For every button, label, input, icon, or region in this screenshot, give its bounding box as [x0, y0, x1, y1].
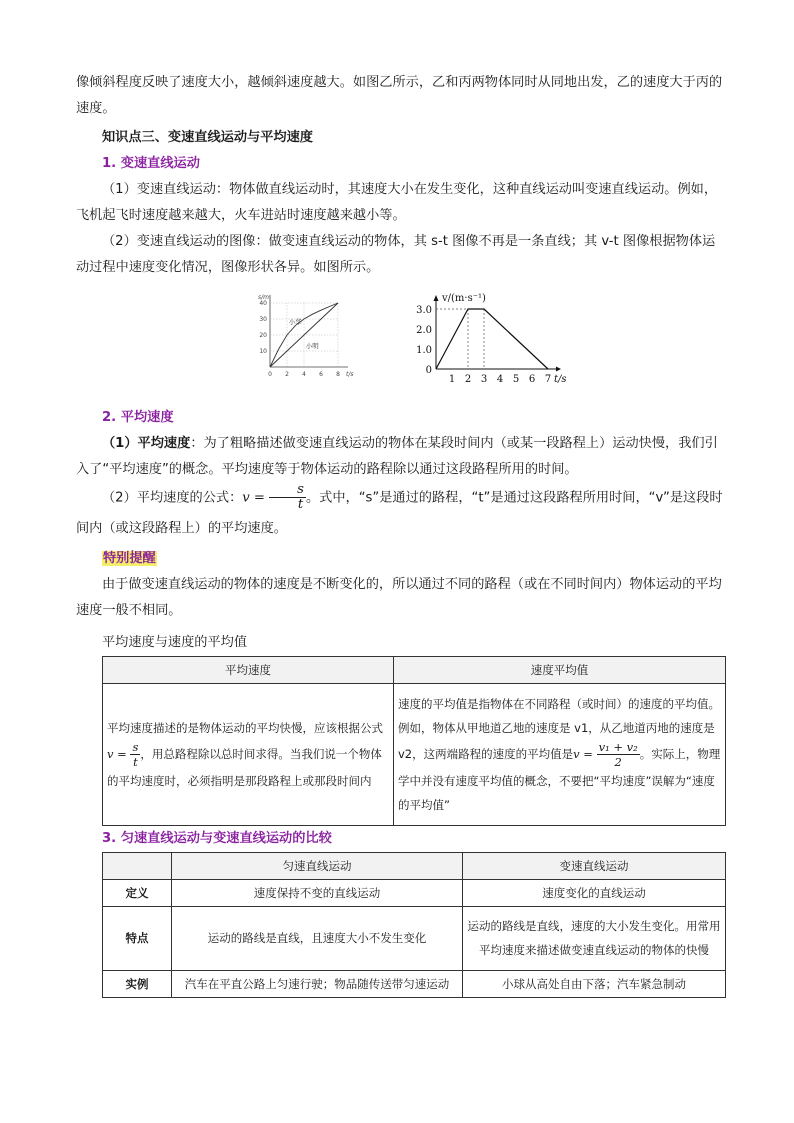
x-axis-arrow [556, 367, 561, 372]
x-tick-label: 2 [464, 374, 472, 385]
formula-fraction [269, 483, 306, 512]
comparison-table-1 [102, 656, 726, 826]
y-tick-label: 1.0 [416, 345, 432, 356]
s-t-chart [252, 291, 362, 383]
table1-caption: 平均速度与速度的平均值 [102, 634, 248, 650]
y-tick-label: 3.0 [416, 305, 432, 316]
reminder-line [76, 546, 728, 572]
table2-header-2: 变速直线运动 [463, 852, 726, 879]
v-t-chart [406, 291, 576, 391]
formula-lhs: v = [242, 490, 265, 506]
paragraph-4-pre: （2）平均速度的公式： [102, 490, 243, 506]
table1-cell-left [103, 683, 394, 825]
table1-right-formula-lhs: v = [573, 746, 593, 761]
x-tick-label: 6 [528, 374, 536, 385]
table2-header-1: 匀速直线运动 [172, 852, 463, 879]
subsection-title-2: 2. 平均速度 [102, 410, 174, 425]
paragraph-3-rest: ：为了粗略描述做变速直线运动的物体在某段时间内（或某一段路程上）运动快慢，我们引入了“平均速度”的概念。平均速度等于物体运动的路程除以通过这段路程所用的时间。 [76, 436, 718, 477]
table1-formula-den: t [133, 754, 138, 769]
y-axis-label: s/m [258, 294, 269, 301]
table1-formula-num: s [132, 739, 139, 754]
series-label-xiaoming: 小明 [305, 341, 319, 350]
table1-left-pre: 平均速度描述的是物体运动的平均快慢，应该根据公式 [107, 720, 383, 735]
x-tick-label: 4 [302, 371, 306, 378]
paragraph-3 [76, 431, 728, 483]
reminder-title: 特别提醒 [103, 550, 156, 566]
y-tick-label: 40 [259, 300, 267, 307]
table2-cell: 运动的路线是直线，速度的大小发生变化。用常用平均速度来描述做变速直线运动的物体的快慢 [463, 906, 726, 970]
table1-right-formula-den: 2 [614, 754, 622, 769]
table2-row-label: 定义 [103, 879, 172, 906]
x-tick-label: 0 [268, 371, 272, 378]
paragraph-4-post: 。式中，“s”是通过的路程，“t”是通过这段路程所用时间，“v”是这段时间内（或这段路程上）的平均速度。 [76, 490, 723, 536]
table1-formula-fraction [130, 740, 140, 769]
table2-header-0 [103, 852, 172, 879]
paragraph-2: （2）变速直线运动的图像：做变速直线运动的物体，其 s-t 图像不再是一条直线；其 v-t 图像根据物体运动过程中速度变化情况，图像形状各异。如图所示。 [76, 234, 716, 275]
y-tick-label: 2.0 [416, 325, 432, 336]
table2-cell: 速度保持不变的直线运动 [172, 879, 463, 906]
subsection-title-1: 1. 变速直线运动 [102, 156, 200, 171]
x-tick-label: 6 [319, 371, 323, 378]
document-page [76, 70, 728, 998]
paragraph-5: 由于做变速直线运动的物体的速度是不断变化的，所以通过不同的路程（或在不同时间内）物体运动的平均速度一般不相同。 [76, 576, 722, 618]
table1-right-pre: 速度的平均值是指物体在不同路程（或时间）的速度的平均值。例如，物体从甲地道乙地的速度是 v1，从乙地道丙地的速度是 v2，这两端路程的速度的平均值是 [398, 696, 720, 761]
paragraph-3-bold: （1）平均速度 [102, 436, 191, 451]
series-label-xiaohua: 小华 [288, 317, 302, 326]
table2-cell: 小球从高处自由下落；汽车紧急制动 [463, 970, 726, 997]
table1-right-post: 。实际上，物理学中并没有速度平均值的概念，不要把“平均速度”误解为“速度的平均值” [398, 746, 721, 812]
table1-cell-right [394, 683, 726, 825]
x-axis-label: t/s [554, 374, 567, 385]
table2-row-label: 实例 [103, 970, 172, 997]
paragraph-1: （1）变速直线运动：物体做直线运动时，其速度大小在发生变化，这种直线运动叫变速直线运动。例如，飞机起飞时速度越来越大，火车进站时速度越来越小等。 [76, 182, 718, 223]
x-tick-label: 4 [496, 374, 504, 385]
intro-paragraph: 像倾斜程度反映了速度大小，越倾斜速度越大。如图乙所示，乙和丙两物体同时从同地出发，乙的速度大于丙的速度。 [76, 75, 723, 116]
table1-right-formula-fraction [597, 740, 640, 769]
table1-left-post: ，用总路程除以总时间求得。当我们说一个物体的平均速度时，必须指明是那段路程上或那段时间内 [107, 746, 382, 788]
y-tick-label: 10 [259, 348, 267, 355]
y-axis-arrow [434, 295, 439, 301]
paragraph-4 [76, 483, 728, 544]
formula-denominator: t [297, 497, 304, 512]
table1-formula-lhs: v = [107, 746, 127, 761]
table2-cell: 运动的路线是直线，且速度大小不发生变化 [172, 906, 463, 970]
charts-row [76, 291, 728, 391]
table1-header-2: 速度平均值 [394, 656, 726, 683]
table2-row-label: 特点 [103, 906, 172, 970]
x-tick-label: 1 [448, 374, 456, 385]
y-tick-label: 0 [425, 365, 432, 376]
x-tick-label: 7 [544, 374, 552, 385]
x-axis-label: t/s [346, 371, 354, 378]
x-tick-label: 3 [480, 374, 488, 385]
y-axis-label: v/(m·s⁻¹) [442, 293, 486, 304]
table1-header-1: 平均速度 [103, 656, 394, 683]
x-tick-label: 5 [512, 374, 520, 385]
y-tick-label: 30 [259, 316, 267, 323]
table2-cell: 速度变化的直线运动 [463, 879, 726, 906]
series-line-velocity [436, 309, 548, 369]
table1-right-formula-num: v₁ + v₂ [598, 739, 638, 754]
table2-cell: 汽车在平直公路上匀速行驶；物品随传送带匀速运动 [172, 970, 463, 997]
comparison-table-2 [102, 852, 726, 998]
subsection-title-3: 3. 匀速直线运动与变速直线运动的比较 [102, 830, 332, 846]
section-title: 知识点三、变速直线运动与平均速度 [102, 130, 313, 145]
x-tick-label: 8 [336, 371, 340, 378]
y-tick-label: 20 [259, 332, 267, 339]
formula-numerator: s [269, 483, 306, 498]
x-tick-label: 2 [285, 371, 289, 378]
